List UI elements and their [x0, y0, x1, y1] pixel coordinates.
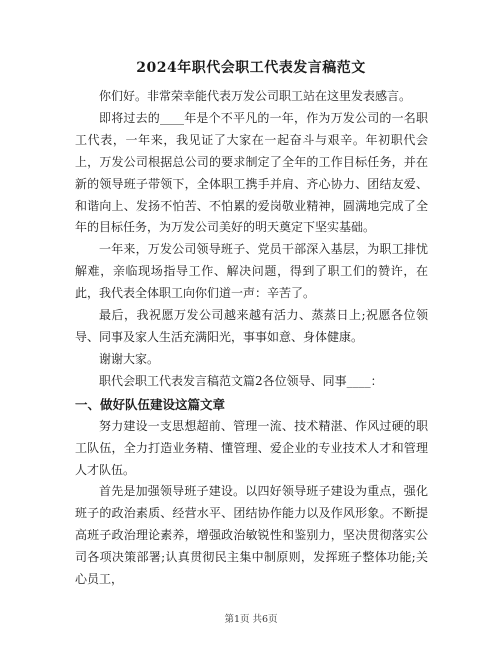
paragraph: 你们好。非常荣幸能代表万发公司职工站在这里发表感言。 — [99, 89, 412, 103]
paragraph: 谢谢大家。 — [99, 351, 160, 366]
paragraph: 一年来，万发公司领导班子、党员干部深入基层，为职工排忧解难，亲临现场指导工作、解决问题，得到了职工们的赞许，在此，我代表全体职工向你们道一声：辛苦了。 — [75, 242, 428, 301]
paragraph: 努力建设一支思想超前、管理一流、技术精湛、作风过硬的职工队伍，全力打造业务精、懂管理、爱企业的专业技术人才和管理人才队伍。 — [75, 418, 428, 477]
document-title: 2024年职代会职工代表发言稿范文 — [136, 60, 366, 76]
section-heading: 一、做好队伍建设这篇文章 — [75, 396, 226, 412]
document-body — [75, 86, 428, 591]
paragraph: 最后，我祝愿万发公司越来越有活力、蒸蒸日上;祝愿各位领导、同事及家人生活充满阳光，事事如意、身体健康。 — [75, 308, 428, 344]
paragraph: 即将过去的____年是个不平凡的一年，作为万发公司的一名职工代表，一年来，我见证了大家在一起奋斗与艰辛。年初职代会上，万发公司根据总公司的要求制定了全年的工作目标任务，并在新的领导班子带领下，全体职工携手并肩、齐心协力、团结友爱、和谐向上、发扬不怕苦、不怕累的爱岗敬业精神，圆满地完成了全年的目标任务，为万发公司美好的明天奠定下坚实基础。 — [75, 110, 428, 235]
paragraph: 职代会职工代表发言稿范文篇2各位领导、同事____： — [99, 373, 383, 388]
page-footer: 第1页 共6页 — [224, 614, 278, 625]
paragraph: 首先是加强领导班子建设。以四好领导班子建设为重点，强化班子的政治素质、经营水平、团结协作能力以及作风形象。不断提高班子政治理论素养，增强政治敏锐性和鉴别力，坚决贯彻落实公司各项决策部署;认真贯彻民主集中制原则，发挥班子整体功能;关心员工， — [75, 484, 428, 587]
